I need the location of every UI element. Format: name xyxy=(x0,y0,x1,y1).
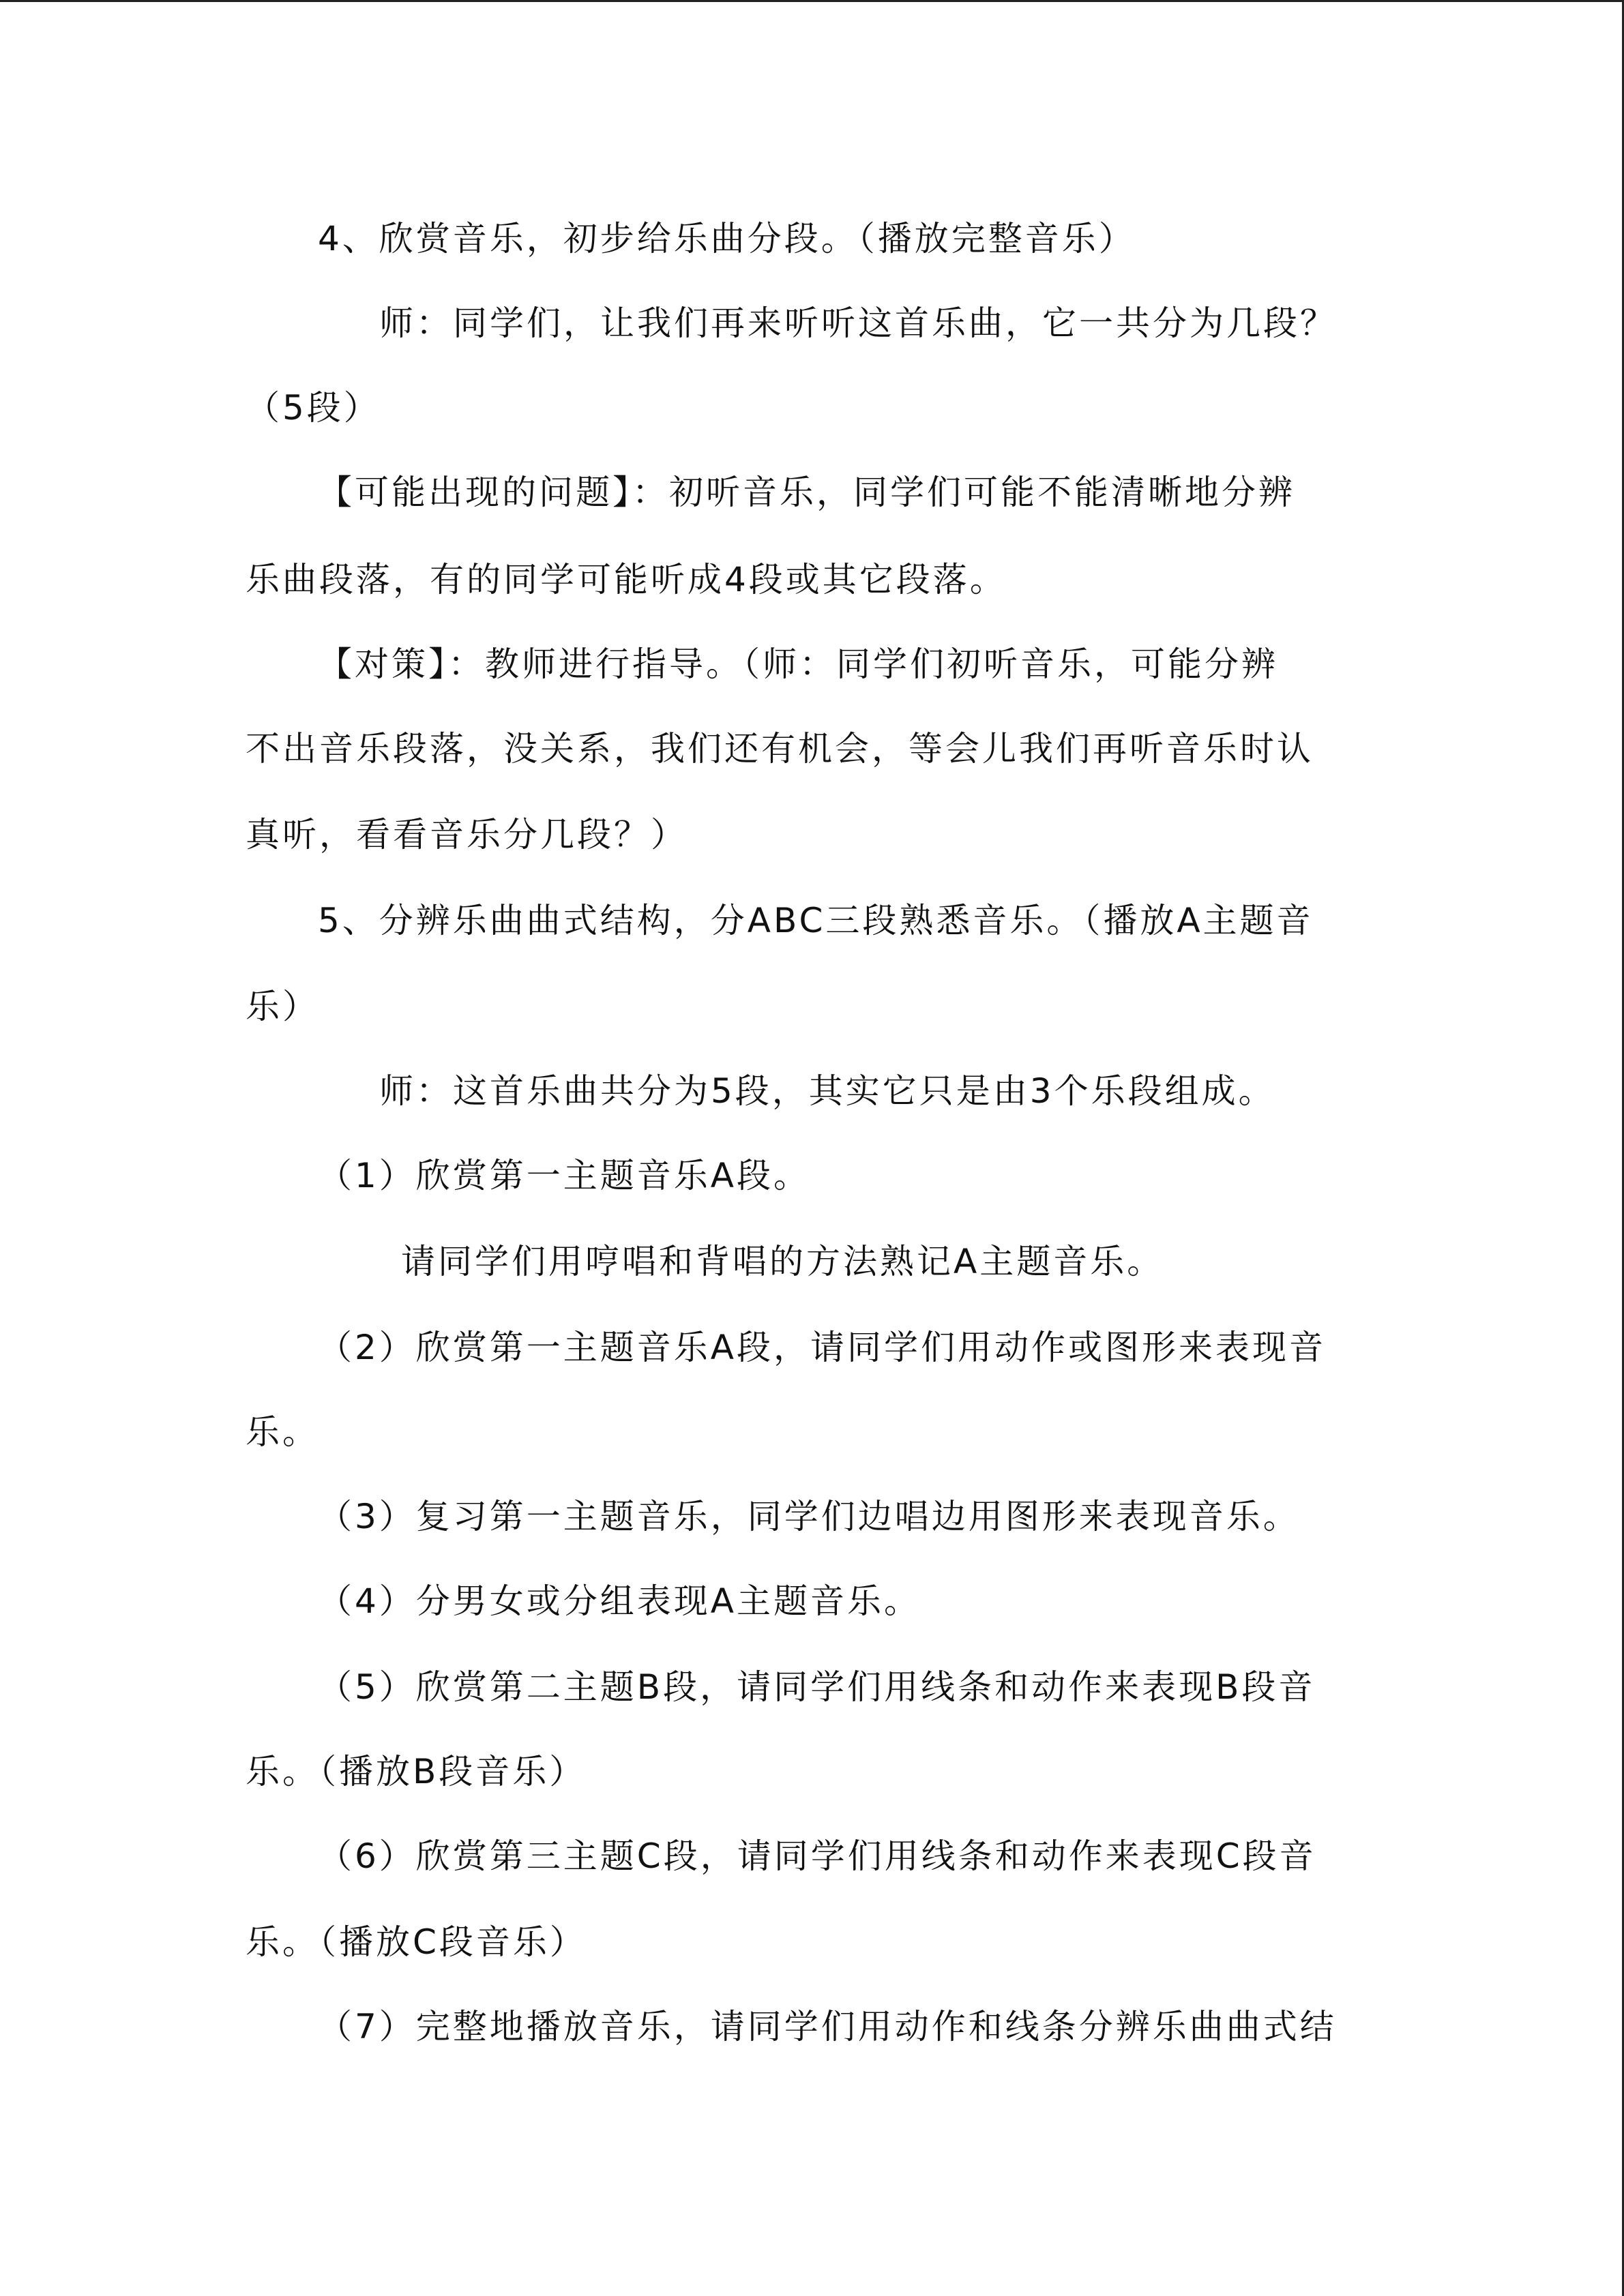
step-5-heading: 5、分辨乐曲曲式结构，分ABC三段熟悉音乐。（播放A主题音 xyxy=(318,901,1314,940)
teacher-question-answer: （5段） xyxy=(246,388,381,428)
teacher-explanation-line: 师：这首乐曲共分为5段，其实它只是由3个乐段组成。 xyxy=(379,1071,1275,1111)
sub-step-2: （2）欣赏第一主题音乐A段，请同学们用动作或图形来表现音 xyxy=(318,1328,1327,1367)
step-4-heading: 4、欣赏音乐，初步给乐曲分段。（播放完整音乐） xyxy=(318,219,1136,258)
strategy-line: 【对策】：教师进行指导。（师：同学们初听音乐，可能分辨 xyxy=(318,644,1278,684)
sub-step-5-continued: 乐。（播放B段音乐） xyxy=(246,1752,587,1791)
step-5-heading-continued: 乐） xyxy=(246,987,319,1026)
sub-step-1-detail: 请同学们用哼唱和背唱的方法熟记A主题音乐。 xyxy=(401,1242,1164,1281)
sub-step-3: （3）复习第一主题音乐，同学们边唱边用图形来表现音乐。 xyxy=(318,1497,1300,1536)
sub-step-5: （5）欣赏第二主题B段，请同学们用线条和动作来表现B段音 xyxy=(318,1667,1316,1707)
sub-step-7: （7）完整地播放音乐，请同学们用动作和线条分辨乐曲曲式结 xyxy=(318,2007,1337,2046)
sub-step-4: （4）分男女或分组表现A主题音乐。 xyxy=(318,1581,921,1621)
sub-step-2-continued: 乐。 xyxy=(246,1412,319,1452)
strategy-continued-2: 真听，看看音乐分几段？） xyxy=(246,815,688,854)
sub-step-6-continued: 乐。（播放C段音乐） xyxy=(246,1922,587,1962)
sub-step-6: （6）欣赏第三主题C段，请同学们用线条和动作来表现C段音 xyxy=(318,1836,1316,1876)
teacher-question-line: 师：同学们，让我们再来听听这首乐曲，它一共分为几段？ xyxy=(379,303,1337,343)
strategy-continued-1: 不出音乐段落，没关系，我们还有机会，等会儿我们再听音乐时认 xyxy=(246,729,1314,769)
possible-problem-line: 【可能出现的问题】：初听音乐，同学们可能不能清晰地分辨 xyxy=(318,473,1295,512)
possible-problem-continued: 乐曲段落，有的同学可能听成4段或其它段落。 xyxy=(246,560,1007,599)
sub-step-1: （1）欣赏第一主题音乐A段。 xyxy=(318,1156,811,1195)
